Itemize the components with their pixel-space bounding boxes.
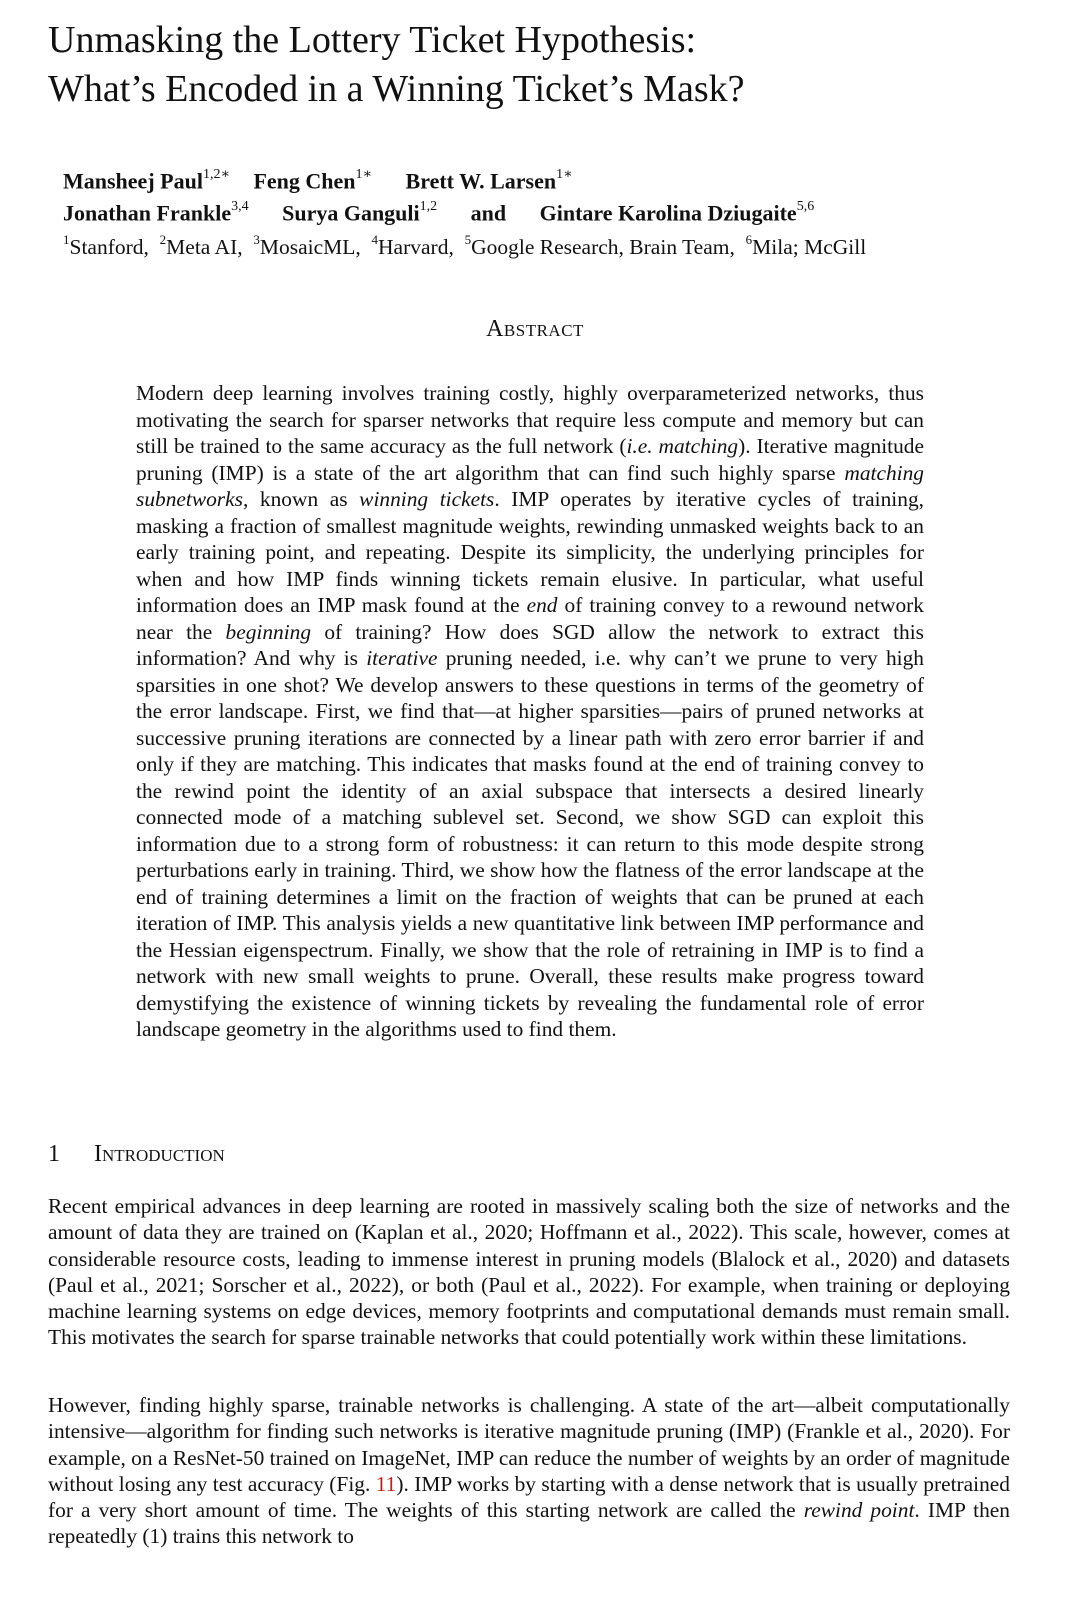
affiliation: MosaicML, xyxy=(259,234,361,259)
abstract-text: of training? How does SGD allow the network to extract this information? And why is xyxy=(136,619,924,670)
author-row-1 xyxy=(63,163,1043,195)
abstract-text: , known as xyxy=(242,487,360,511)
figure-reference-link[interactable]: 11 xyxy=(375,1471,397,1496)
author-row-2 xyxy=(63,195,1043,227)
affiliations xyxy=(63,228,1043,261)
affiliation: Meta AI, xyxy=(166,234,243,259)
paragraph-text: However, finding highly sparse, trainable networks is challenging. A state of the art—albeit computationally intensive—algorithm for finding such networks is iterative magnitude pruning (IMP) (Frankle et al., 2020). For example, on a ResNet-50 trained on ImageNet, IMP can reduce the number of weights by an order of magnitude without losing any test accuracy (Fig. xyxy=(48,1393,1010,1496)
author-block xyxy=(63,163,1043,261)
author-name: Gintare Karolina Dziugaite xyxy=(539,200,797,226)
abstract-italic: matching subnetworks xyxy=(136,460,924,511)
affiliation: Mila; McGill xyxy=(752,234,867,259)
affiliation: Harvard, xyxy=(378,234,454,259)
abstract-text: of training convey to a rewound network near the xyxy=(136,593,924,644)
affil-sup: 5 xyxy=(464,231,472,247)
paragraph-text: ). IMP works by starting with a dense network that is usually pretrained for a very short amount of time. The weights of this starting network are called the xyxy=(48,1471,1010,1523)
abstract-text: . IMP operates by iterative cycles of training, masking a fraction of smallest magnitude weights, rewinding unmasked weights back to an early training point, and repeating. Despite its simplicity, the underlying principles for when and how IMP finds winning tickets remain elusive. In particular, what useful information does an IMP mask found at the xyxy=(136,487,924,617)
abstract-text: ). Iterative magnitude pruning (IMP) is a state of the art algorithm that can find such highly sparse xyxy=(136,434,924,485)
paper-title xyxy=(48,16,1028,114)
affiliation: Stanford, xyxy=(69,234,149,259)
author-name: Mansheej Paul xyxy=(63,168,203,194)
abstract-text: pruning needed, i.e. why can’t we prune to very high sparsities in one shot? We develop answers to these questions in terms of the geometry of the error landscape. First, we find that—at higher sparsities—pairs of pruned networks at successive pruning iterations are connected by a linear path with zero error barrier if and only if they are matching. This indicates that masks found at the end of training convey to the rewind point the identity of an axial subspace that intersects a desired linearly connected mode of a matching sublevel set. Second, we show SGD can exploit this information due to a strong form of robustness: it can return to this mode despite strong perturbations early in training. Third, we show how the flatness of the error landscape at the end of training determines a limit on the fraction of weights that can be pruned at each iteration of IMP. This analysis yields a new quantitative link between IMP performance and the Hessian eigenspectrum. Finally, we show that the role of retraining in IMP is to find a network with new small weights to prune. Overall, these results make progress toward demystifying the existence of winning tickets by revealing the fundamental role of error landscape geometry in the algorithms used to find them. xyxy=(136,646,925,1041)
author-name: Brett W. Larsen xyxy=(405,168,557,194)
title-line-2: What’s Encoded in a Winning Ticket’s Mask? xyxy=(48,68,745,110)
affil-sup: 4 xyxy=(371,231,379,247)
abstract-italic: i.e. matching xyxy=(626,434,739,458)
abstract-italic: winning tickets xyxy=(359,487,495,511)
author-name: Jonathan Frankle xyxy=(63,200,232,226)
abstract-italic: end xyxy=(526,593,558,617)
author-affil-sup: 1,2∗ xyxy=(202,167,230,182)
abstract-italic: beginning xyxy=(225,619,312,644)
author-affil-sup: 3,4 xyxy=(231,199,249,215)
affil-sup: 2 xyxy=(159,231,167,247)
paragraph-text: . IMP then repeatedly (1) trains this network to xyxy=(48,1498,1010,1549)
section-title: Introduction xyxy=(94,1141,225,1167)
affil-sup: 3 xyxy=(253,231,260,247)
author-affil-sup: 1∗ xyxy=(556,167,573,182)
affil-sup: 1 xyxy=(63,231,70,247)
abstract-body xyxy=(136,380,924,1043)
and-word: and xyxy=(470,200,507,226)
section-heading-introduction xyxy=(48,1141,225,1168)
title-line-1: Unmasking the Lottery Ticket Hypothesis: xyxy=(48,19,697,61)
affil-sup: 6 xyxy=(745,231,753,247)
author-name: Feng Chen xyxy=(253,168,356,194)
intro-paragraph-2 xyxy=(48,1392,1010,1550)
affiliation: Google Research, Brain Team, xyxy=(471,234,735,259)
author-affil-sup: 5,6 xyxy=(796,199,815,215)
author-affil-sup: 1,2 xyxy=(419,199,438,215)
abstract-italic: iterative xyxy=(366,646,438,670)
paragraph-italic: rewind point xyxy=(803,1498,915,1523)
intro-paragraph-1: Recent empirical advances in deep learning are rooted in massively scaling both the size of networks and the amount of data they are trained on (Kaplan et al., 2020; Hoffmann et al., 2022). This scale, however, comes at considerable resource costs, leading to immense interest in pruning models (Blalock et al., 2020) and datasets (Paul et al., 2021; Sorscher et al., 2022), or both (Paul et al., 2022). For example, when training or deploying machine learning systems on edge devices, memory footprints and computational demands must remain small. This motivates the search for sparse trainable networks that could potentially work within these limitations. xyxy=(48,1194,1010,1350)
author-affil-sup: 1∗ xyxy=(355,167,373,182)
abstract-heading: Abstract xyxy=(486,316,584,342)
abstract-text: Modern deep learning involves training costly, highly overparameterized networks, thus motivating the search for sparser networks that require less compute and memory but can still be trained to the same accuracy as the full network ( xyxy=(136,381,924,458)
section-number: 1 xyxy=(48,1141,60,1167)
author-name: Surya Ganguli xyxy=(282,200,420,226)
